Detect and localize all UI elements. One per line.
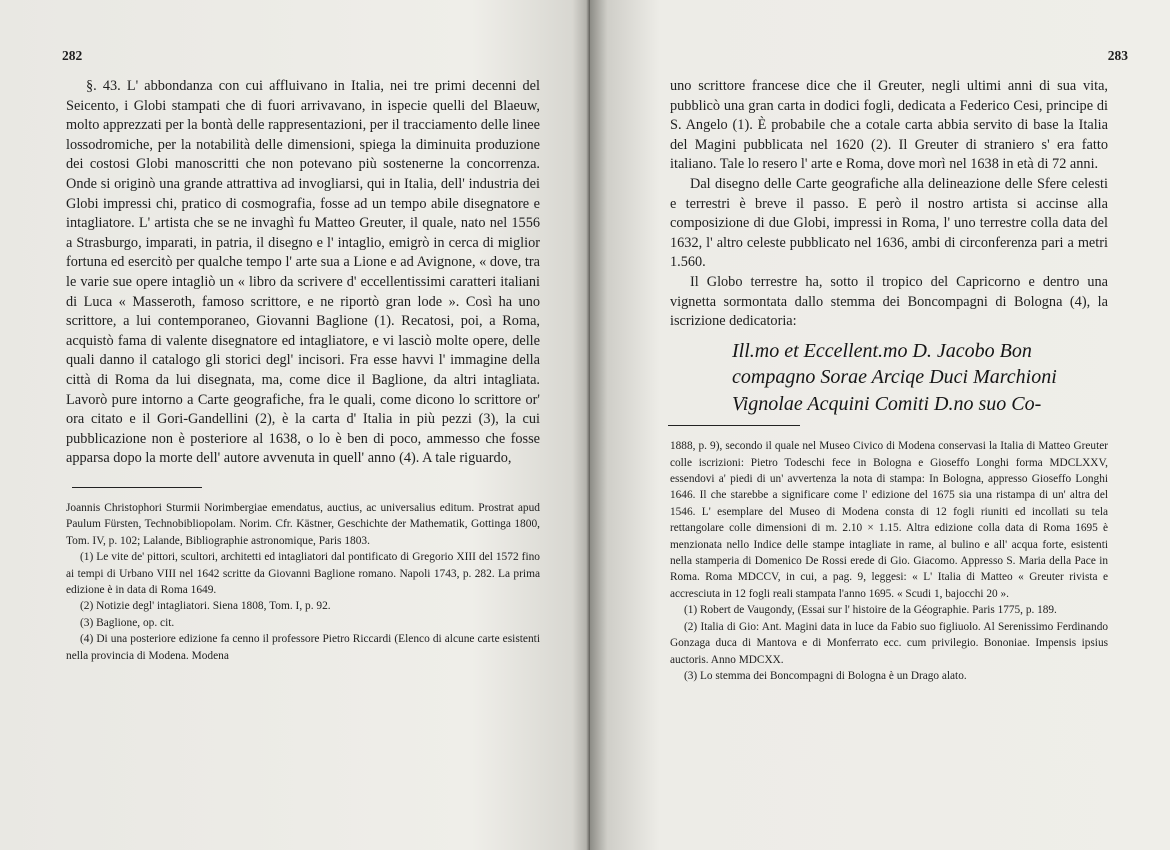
page-number: 282 — [62, 48, 83, 63]
footnote: (1) Robert de Vaugondy, (Essai sur l' histoire de la Géographie. Paris 1775, p. 189. — [684, 604, 1057, 617]
dedication-inscription — [732, 338, 1108, 418]
footnote: Joannis Christophori Sturmii Norimbergiae emendatus, auctius, ac universalius editum. Prostrat apud Paulum Fürsten, Technobibliopolam. Norim. Cfr. Kästner, Geschichte der Mathematik, Gottinga 1800, Tom. IV, p. 102; Lalande, Bibliographie astronomique, Paris 1803. — [66, 501, 540, 547]
right-page — [590, 0, 1170, 850]
body-text — [66, 77, 540, 469]
footnote: (2) Notizie degl' intagliatori. Siena 1808, Tom. I, p. 92. — [80, 600, 331, 613]
body-text — [670, 77, 1108, 332]
paragraph: Dal disegno delle Carte geografiche alla delineazione delle Sfere celesti e terrestri è breve il passo. E però il nostro artista si accinse alla composizione di due Globi, impressi in Roma, l' uno terrestre colla data del 1632, l' altro celeste pubblicato nel 1636, ambi di circonferenza pari a metri 1.560. — [670, 175, 1108, 271]
inscription-line: Vignolae Acquini Comiti D.no suo Co- — [732, 392, 1042, 415]
footnotes — [66, 500, 540, 664]
paragraph: Il Globo terrestre ha, sotto il tropico del Capricorno e dentro una vignetta sormontata dallo stemma dei Boncompagni di Bologna (4), la iscrizione dedicatoria: — [670, 273, 1108, 330]
paragraph: uno scrittore francese dice che il Greuter, negli ultimi anni di sua vita, pubblicò una gran carta in dodici fogli, dedicata a Federico Cesi, principe di S. Angelo (1). È probabile che a cotale carta abbia servito di base la Italia del Magini pubblicata nel 1620 (2). Il Greuter di straniero s' era fatto italiano. Tale lo resero l' arte e Roma, dove morì nel 1638 in età di 72 anni. — [670, 78, 1108, 173]
footnote-rule — [668, 425, 800, 426]
inscription-line: Ill.mo et Eccellent.mo D. Jacobo Bon — [732, 339, 1032, 362]
paragraph: §. 43. L' abbondanza con cui affluivano in Italia, nei tre primi decenni del Seicento, i Globi stampati che di fuori arrivavano, in ispecie quelli del Blaeuw, molto apprezzati per la bontà delle rappresentazioni, per il tracciamento delle linee lossodromiche, per la notabilità delle dimensioni, spiega la diminuita produzione dei costosi Globi manoscritti che non potevano più sostenerne la concorrenza. Onde si originò una grande attrattiva ad invogliarsi, qui in Italia, dell' industria dei Globi impressi chi, pratico di cosmografia, fosse ad un tempo abile disegnatore e intagliatore. L' artista che se ne invaghì fu Matteo Greuter, il quale, nato nel 1556 a Strasburgo, imparati, in patria, il disegno e l' intaglio, emigrò in cerca di miglior fortuna ed esercitò per qualche tempo l' arte sua a Lione e ad Avignone, « dove, tra le varie sue opere intagliò un « libro da scrivere d' eccellentissimi caratteri italiani di Luca « Masseroth, famoso scrittore, e ne riportò gran lode ». Così ha uno scrittore, a lui contemporaneo, Giovanni Baglione (1). Recatosi, poi, a Roma, acquistò fama di valente disegnatore ed intagliatore, e vi lasciò molte opere, delle quali danno il catalogo gli storici degl' incisori. Fra esse havvi l' immagine della città di Roma da lui disegnata, ma, come dice il Baglione, da altri intagliata. Lavorò pure intorno a Carte geografiche, fra le quali, come dicono lo scrittore or' ora citato e il Gori-Gandellini (2), è la carta d' Italia in più pezzi (3), la cui pubblicazione non è posteriore al 1638, o lo è ben di poco, ammesso che fosse apparsa dopo la morte dell' autore avvenuta in quell' anno (4). A tale riguardo, — [66, 78, 540, 467]
page-number: 283 — [1107, 48, 1128, 63]
footnote: (3) Lo stemma dei Boncompagni di Bologna è un Drago alato. — [684, 669, 967, 682]
footnote: 1888, p. 9), secondo il quale nel Museo Civico di Modena conservasi la Italia di Matteo Greuter colle iscrizioni: Pietro Todeschi fece in Bologna e Gioseffo Longhi forma MDCLXXV, essendovi a' piedi di un' avvertenza la nota di stampa: In Bologna, appresso Gioseffo Longhi 1646. Il che starebbe a significare come l' edizione del 1675 sia una ristampa di un' altra del 1546. L' esemplare del Museo di Modena consta di 12 fogli riuniti ed incollati su tela rettangolare colle dimensioni di m. 2.10 × 1.15. Altra edizione colla data di Roma 1695 è menzionata nello Indice delle stampe intagliate in rame, al bulino e all' acqua forte, esistenti nella stamperia di Domenico De Rossi erede di Gio. Giacomo. Appresso S. Maria della Pace in Roma. Roma MDCCV, in cui, a pag. 9, leggesi: « L' Italia di Matteo « Greuter rivista e accresciuta in 12 fogli reali stampata l'anno 1695. « Scudi 1, bajocchi 20 ». — [670, 440, 1108, 600]
inscription-line: compagno Sorae Arciqe Duci Marchioni — [732, 366, 1057, 389]
footnote-rule — [72, 487, 202, 488]
footnote: (2) Italia di Gio: Ant. Magini data in luce da Fabio suo figliuolo. Al Serenissimo Ferdinando Gonzaga duca di Mantova e di Monferrato ecc. cum privilegio. Bononiae. Impensis ipsius auctoris. Anno MDCXX. — [670, 620, 1108, 666]
footnote: (3) Baglione, op. cit. — [80, 616, 175, 629]
footnote: (1) Le vite de' pittori, scultori, architetti ed intagliatori dal pontificato di Gregorio XIII del 1572 fino ai tempi di Urbano VIII nel 1642 scritte da Giovanni Baglione romano. Napoli 1743, p. 282. La prima edizione è in data di Roma 1649. — [66, 551, 540, 596]
footnotes — [670, 438, 1108, 684]
footnote: (4) Di una posteriore edizione fa cenno il professore Pietro Riccardi (Elenco di alcune carte esistenti nella provincia di Modena. Modena — [66, 633, 540, 662]
